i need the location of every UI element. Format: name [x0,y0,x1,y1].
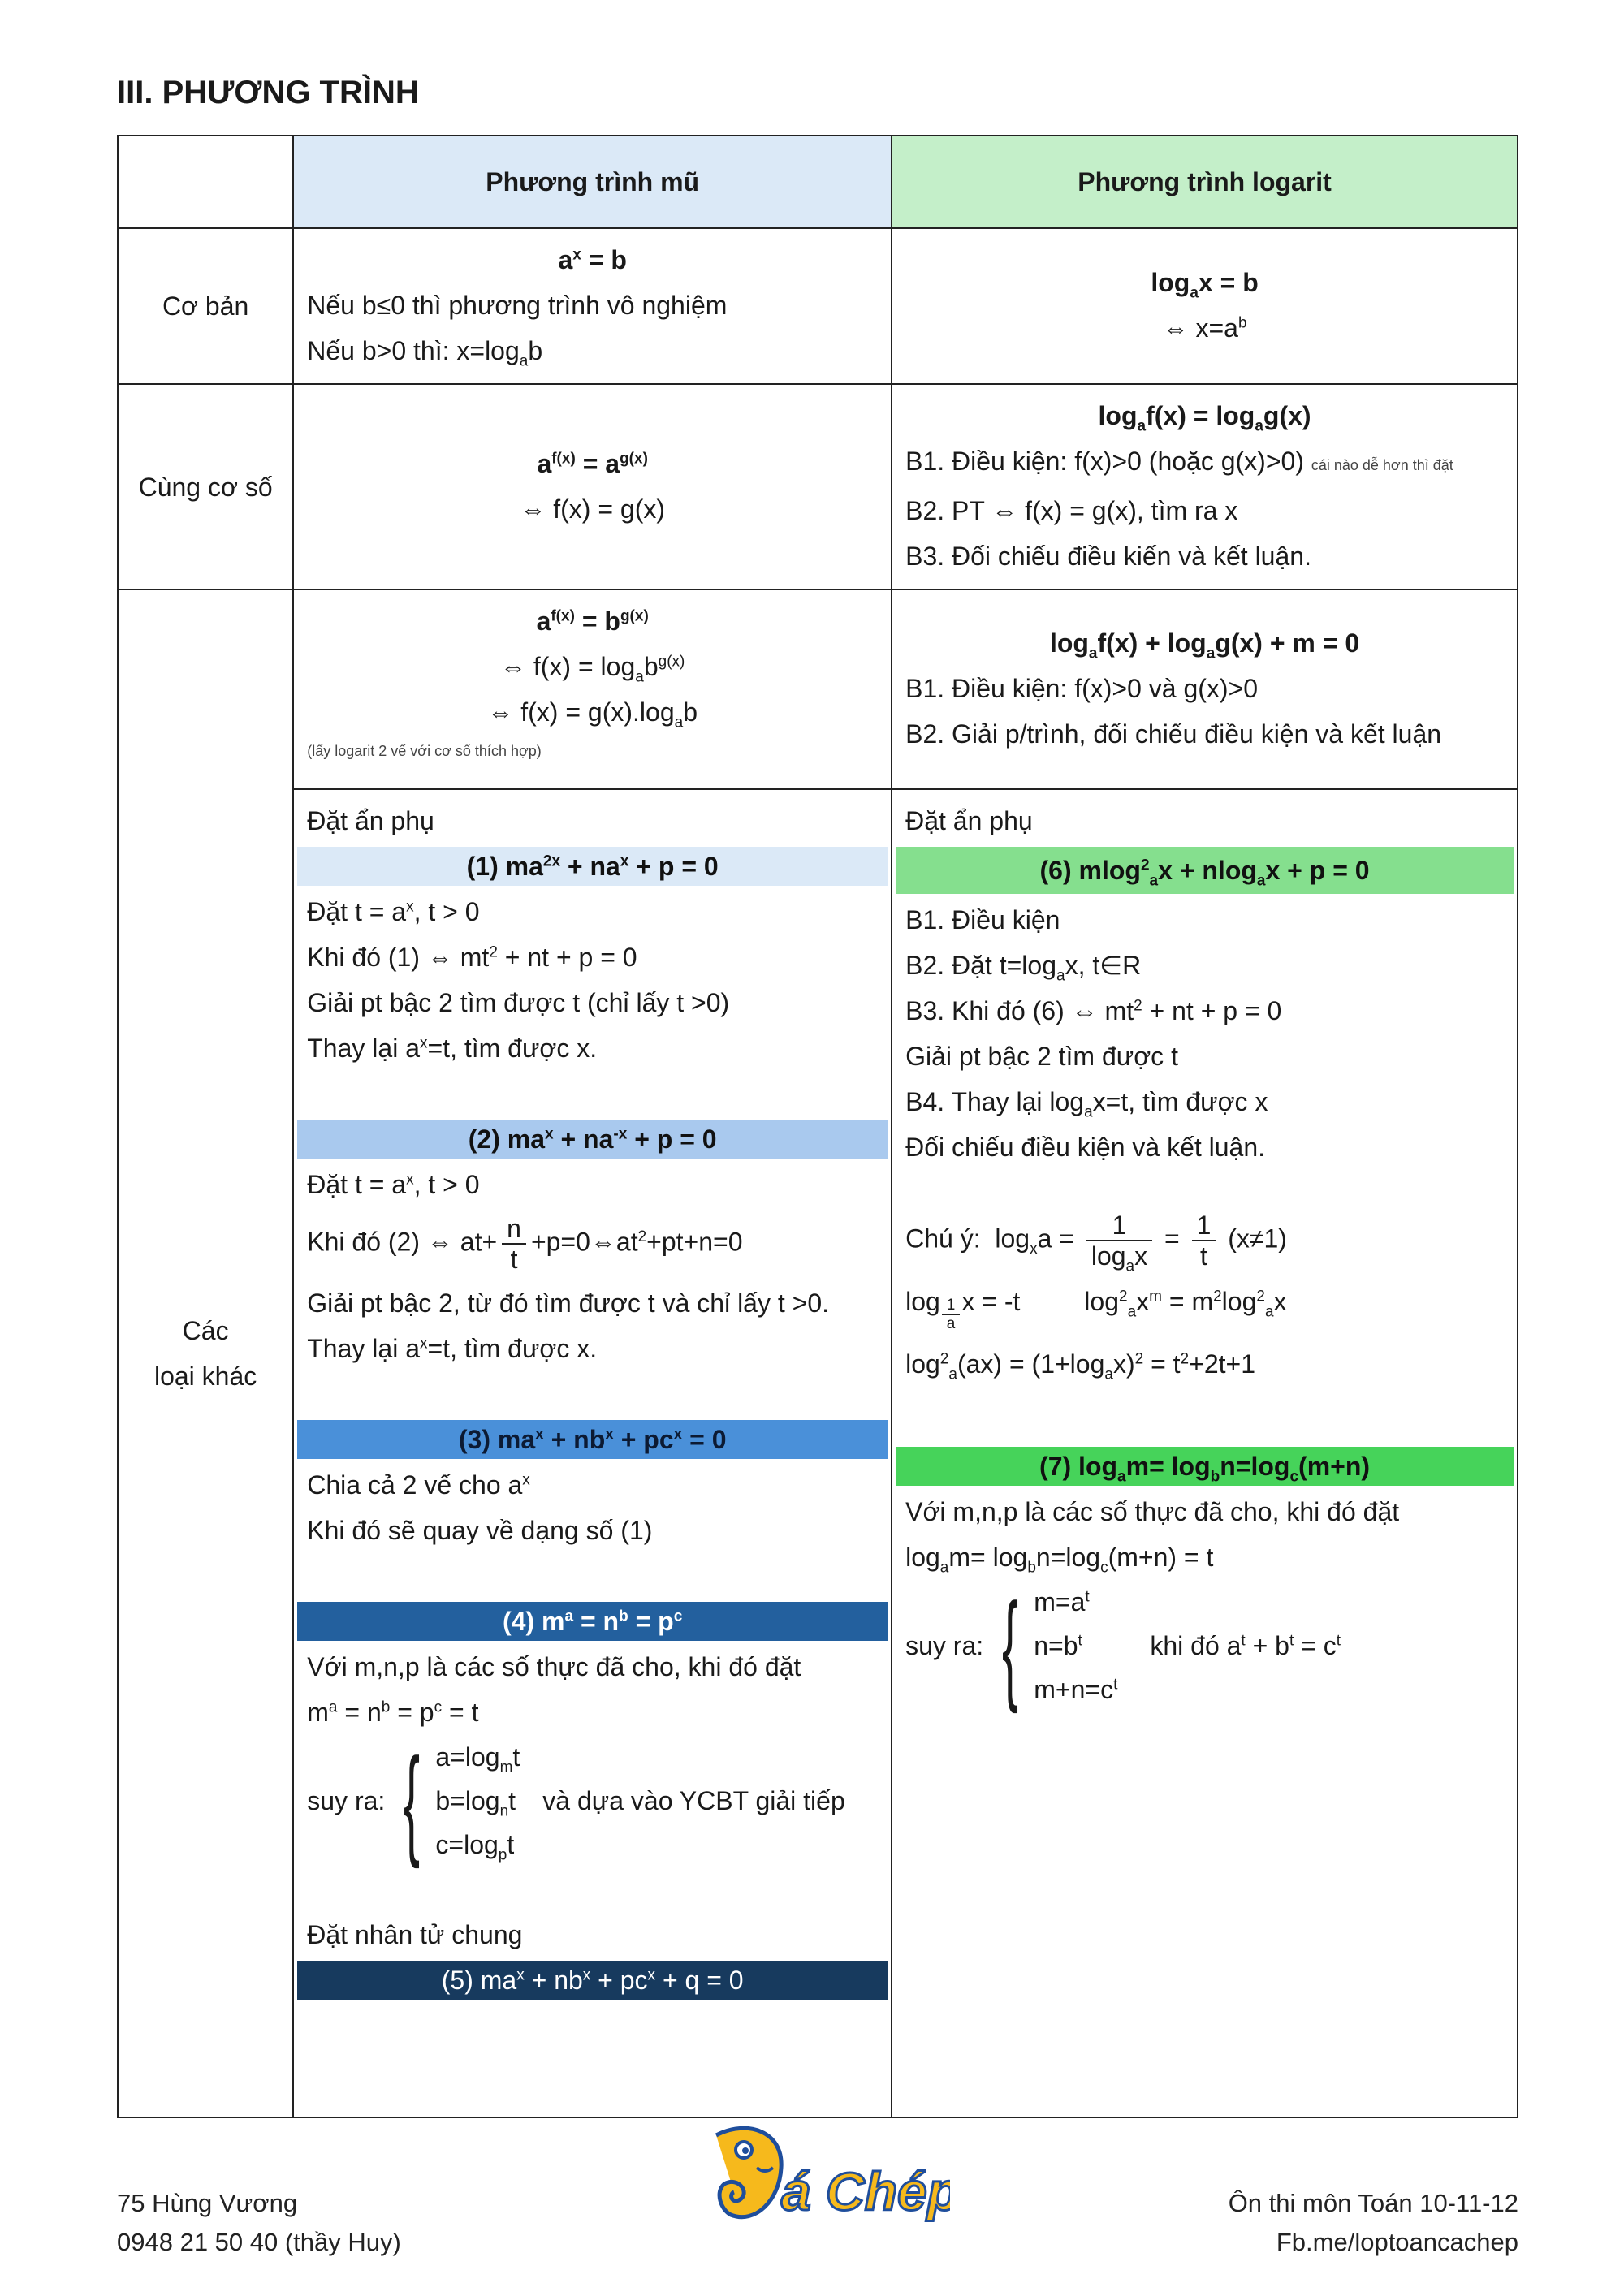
form6-step2: B2. Đặt $t=\log_ax$, t∈R [905,951,1142,985]
row-label-other: Các loại khác [118,589,293,2117]
basic-exp-line1: Nếu b≤0 thì phương trình vô nghiệm [307,291,728,320]
basic-exp-equation: $a^x = b$ [558,245,627,274]
form1-line3: Giải pt bậc 2 tìm được t (chỉ lấy t >0) [307,988,730,1017]
form4-system: suy ra: { $a=\log_mt$ $b=\log_nt$ $c=\log_pt$ và dựa vào YCBT giải tiếp [307,1733,845,1869]
form1-line2: Khi đó (1) ⇔ $mt^2$ + nt + p = 0 [307,943,637,972]
other-log-top-cell [892,589,1518,789]
same-base-exp-equation: $a^{f(x)} = a^{g(x)}$ [537,448,648,478]
same-base-exp-solution: ⇔ f(x) = g(x) [520,494,665,524]
other-log-equation: $\log_af(x) + \log_ag(x) + m = 0$ [1049,628,1360,662]
band-form-7: (7) $\log_am= \log_bn=\log_c(m+n)$ [896,1447,1514,1486]
exp-sub-intro2: Đặt nhân tử chung [307,1920,523,1949]
form4-line2: $m^a = n^b = p^c = t$ [307,1698,479,1727]
footer-address: 75 Hùng Vương [117,2189,298,2217]
band-form-1: (1) $ma^{2x} + na^x + p = 0$ [297,847,888,886]
fish-logo-icon [706,2119,950,2241]
form7-line1: Với m,n,p là các số thực đã cho, khi đó đặt [905,1497,1400,1526]
equation-table [117,135,1518,2118]
row-label-basic: Cơ bản [118,228,293,384]
table-header-row [118,136,1518,228]
form6-step3b: Giải pt bậc 2 tìm được t [905,1042,1178,1071]
form2-line3: Giải pt bậc 2, từ đó tìm được t và chỉ lấy t >0. [307,1288,830,1318]
form6-step1: B1. Điều kiện [905,905,1060,934]
exp-sub-intro: Đặt ẩn phụ [307,806,434,835]
log-sub-intro: Đặt ẩn phụ [905,806,1033,835]
form2-line4: Thay lại $a^x=t$, tìm được x. [307,1334,598,1363]
svg-text:á Chép: á Chép [781,2161,950,2221]
form2-line2: Khi đó (2) ⇔ at+ $\frac{n}{t}$ $+p=0\Leftrightarrow at^2+pt+n=0$ [307,1214,743,1274]
section-title: III. PHƯƠNG TRÌNH [117,75,419,110]
form4-line1: Với m,n,p là các số thực đã cho, khi đó đặt [307,1652,801,1681]
form3-line1: Chia cả 2 vế cho $a^x$ [307,1470,530,1500]
note-line1: Chú ý: $\log_xa$ = $\frac{1}{\log_ax}$ = $\frac{1}{t}$ (x≠1) [905,1211,1287,1275]
row-basic [118,228,1518,384]
header-logarithmic: Phương trình logarit [892,136,1518,228]
basic-exp-cell [293,228,892,384]
band-form-2: (2) $ma^x + na^{-x} + p = 0$ [297,1120,888,1159]
note-line3: $\log^2_a(ax) = (1+\log_ax)^2 = t^2+2t+1$ [905,1349,1255,1383]
footer-course: Ôn thi môn Toán 10-11-12 [1228,2189,1518,2217]
other-exp-sub-cell [293,789,892,2117]
footer-right [1229,2184,1518,2262]
header-empty-cell [118,136,293,228]
basic-log-cell [892,228,1518,384]
same-base-log-equation: $\log_af(x) = \log_ag(x)$ [1098,401,1311,435]
form1-line4: Thay lại $a^x=t$, tìm được x. [307,1034,598,1063]
form1-line1: Đặt $t = a^x$, t > 0 [307,897,480,926]
form6-step3: B3. Khi đó (6) ⇔ $mt^2$ + nt + p = 0 [905,996,1282,1025]
footer-phone: 0948 21 50 40 (thầy Huy) [117,2228,401,2256]
other-log-sub-cell [892,789,1518,2117]
same-base-log-cell [892,384,1518,589]
band-form-6: (6) mlog$^2_a$x + nlog$_a$x + p = 0 [896,847,1514,894]
footer-left [117,2184,401,2262]
ca-chep-logo [706,2119,950,2241]
other-exp-line3: ⇔ $f(x) = g(x).\log_ab$ [487,697,698,732]
row-label-same-base: Cùng cơ số [118,384,293,589]
left-brace-icon: { [404,1733,421,1869]
header-exponential: Phương trình mũ [293,136,892,228]
same-base-exp-cell [293,384,892,589]
other-exp-line2: ⇔ $f(x) = \log_ab^{g(x)}$ [499,652,685,686]
note-line2: log $\frac{1}{a}$ x = -t $\log^2_ax^m = m^2\log^2_ax$ [905,1287,1287,1332]
form6-step5: Đối chiếu điều kiện và kết luận. [905,1133,1266,1162]
form2-line1: Đặt $t = a^x$, t > 0 [307,1170,480,1199]
other-exp-equation: $a^{f(x)} = b^{g(x)}$ [536,606,649,636]
same-base-log-step1: B1. Điều kiện: f(x)>0 (hoặc g(x)>0) cái nào dễ hơn thì đặt [905,447,1453,476]
footer-facebook-link[interactable]: Fb.me/loptoancachep [1276,2228,1518,2256]
form6-step4: B4. Thay lại $\log_ax=t$, tìm được x [905,1087,1268,1121]
band-form-5: (5) $ma^x + nb^x + pc^x + q = 0$ [297,1961,888,2000]
other-exp-top-cell [293,589,892,789]
basic-log-equation: $\log_ax = b$ [1151,268,1259,302]
form7-system: suy ra: { $m=a^t$ $n=b^t$ $m+n=c^t$ khi đó $a^t + b^t = c^t$ [905,1577,1341,1714]
other-exp-note: (lấy logarit 2 vế với cơ số thích hợp) [307,743,542,759]
row-other-sub [118,789,1518,2117]
row-other-top [118,589,1518,789]
form2-fraction: $\frac{n}{t}$ [502,1214,526,1274]
same-base-log-step2: B2. PT ⇔ f(x) = g(x), tìm ra x [905,496,1238,525]
left-brace-icon: { [1002,1577,1019,1714]
row-same-base [118,384,1518,589]
same-base-log-step3: B3. Đối chiếu điều kiến và kết luận. [905,542,1311,571]
form7-line2: $\log_am= \log_bn=\log_c(m+n) = t$ [905,1543,1214,1577]
band-form-4: (4) $m^a = n^b = p^c$ [297,1602,888,1641]
other-log-step1: B1. Điều kiện: f(x)>0 và g(x)>0 [905,674,1259,703]
band-form-3: (3) $ma^x + nb^x + pc^x = 0$ [297,1420,888,1459]
form3-line2: Khi đó sẽ quay về dạng số (1) [307,1516,653,1545]
basic-log-solution: ⇔ $x=a^b$ [1162,313,1247,343]
other-log-step2: B2. Giải p/trình, đối chiếu điều kiện và kết luận [905,719,1442,749]
basic-exp-line2: Nếu b>0 thì: $x=\log_ab$ [307,336,543,370]
